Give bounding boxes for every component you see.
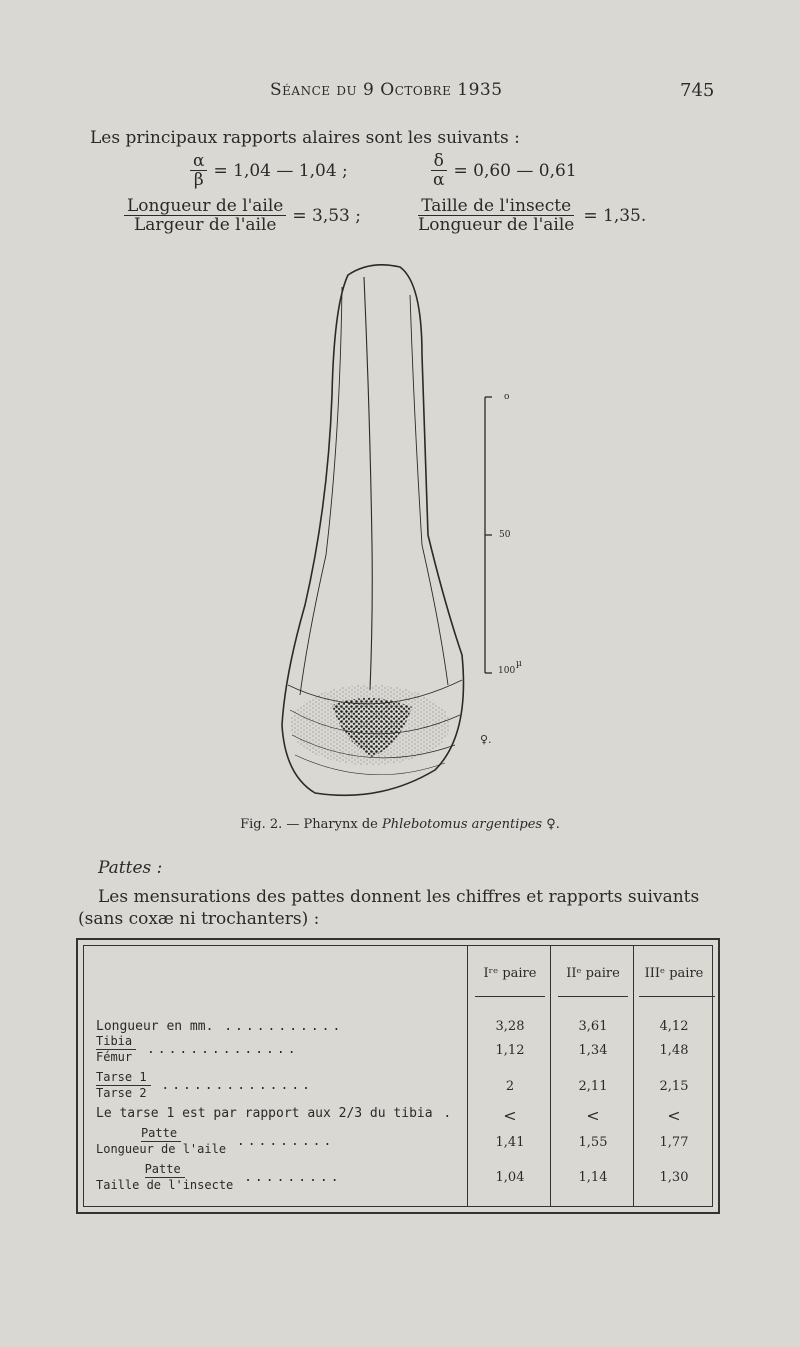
ratio-wing-length-width — [124, 197, 361, 234]
table-row-label: Longueur en mm. ........... — [96, 1019, 344, 1034]
denominator: β — [193, 170, 204, 190]
legs-intro: Les mensurations des pattes donnent les chiffres et rapports suivants (sans coxæ ni trochanters) : — [78, 887, 700, 929]
sex-mark: ♀. — [480, 733, 492, 746]
column-header-2: IIᵉ paire — [566, 966, 620, 981]
row-fraction — [96, 1126, 226, 1157]
table-cell: 2 — [505, 1079, 515, 1094]
scale-label-50: 50 — [499, 530, 511, 540]
row-numerator: Patte — [145, 1162, 185, 1178]
intro-text: Les principaux rapports alaires sont les suivants : — [90, 128, 520, 148]
running-header — [0, 80, 800, 108]
caption-suffix: ♀. — [542, 817, 560, 832]
fraction — [190, 152, 207, 189]
measurements-table — [76, 938, 720, 1214]
scale-unit: µ — [516, 659, 522, 669]
header-title: Séance du 9 Octobre 1935 — [270, 80, 503, 100]
fraction — [415, 197, 577, 234]
caption-species: Phlebotomus argentipes — [381, 817, 543, 832]
row-denominator: Taille de l'insecte — [96, 1178, 234, 1192]
denominator: Longueur de l'aile — [418, 215, 575, 235]
column-header-3: IIIᵉ paire — [644, 966, 704, 981]
scale-bar — [485, 397, 492, 673]
pharynx-figure — [240, 255, 540, 805]
numerator: δ — [431, 152, 447, 171]
table-cell: 3,28 — [495, 1019, 525, 1034]
caption-prefix: Fig. 2. — Pharynx de — [240, 817, 382, 832]
ratio-alpha-beta — [190, 152, 348, 189]
numerator: Longueur de l'aile — [124, 197, 286, 216]
denominator: Largeur de l'aile — [133, 215, 277, 235]
ratio-delta-alpha — [430, 152, 577, 189]
row-denominator: Fémur — [96, 1050, 133, 1064]
row-numerator: Tarse 1 — [96, 1070, 151, 1086]
fraction — [124, 197, 286, 234]
table-row-label: Le tarse 1 est par rapport aux 2/3 du tibia . — [96, 1106, 455, 1121]
header-rule — [558, 996, 628, 997]
column-header-1: Iʳᵉ paire — [483, 966, 537, 981]
row-label-text: Le tarse 1 est par rapport aux 2/3 du tibia — [96, 1106, 433, 1121]
table-cell: 1,41 — [495, 1135, 525, 1150]
table-cell: 1,30 — [659, 1170, 689, 1185]
table-cell: 1,34 — [578, 1043, 608, 1058]
row-fraction — [96, 1162, 233, 1193]
table-cell: 1,04 — [495, 1170, 525, 1185]
table-row-label: Patte Taille de l'insecte ......... — [96, 1162, 342, 1192]
table-cell: 1,77 — [659, 1135, 689, 1150]
page-number: 745 — [680, 80, 715, 101]
numerator: Taille de l'insecte — [418, 197, 574, 216]
table-cell: 2,15 — [659, 1079, 689, 1094]
header-rule — [475, 996, 545, 997]
row-denominator: Longueur de l'aile — [96, 1142, 227, 1156]
table-row-label: Patte Longueur de l'aile ......... — [96, 1126, 335, 1156]
fraction — [430, 152, 447, 189]
column-divider — [467, 946, 468, 1206]
table-cell: 1,12 — [495, 1043, 525, 1058]
table-cell: < — [503, 1106, 517, 1125]
row-fraction — [96, 1034, 136, 1065]
numerator: α — [190, 152, 207, 171]
scale-label-100: 100 — [498, 666, 516, 676]
ratio-size-wing — [415, 197, 646, 234]
row-numerator: Patte — [141, 1126, 181, 1142]
table-row-label: Tarse 1 Tarse 2 .............. — [96, 1070, 313, 1100]
denominator: α — [433, 170, 445, 190]
row-label-text: Longueur en mm. — [96, 1019, 214, 1034]
ratio-value: = 1,35. — [583, 205, 647, 226]
column-divider — [633, 946, 634, 1206]
column-divider — [550, 946, 551, 1206]
table-cell: 1,14 — [578, 1170, 608, 1185]
row-numerator: Tibia — [96, 1034, 136, 1050]
table-cell: 3,61 — [578, 1019, 608, 1034]
row-denominator: Tarse 2 — [96, 1086, 147, 1100]
table-cell: 4,12 — [659, 1019, 689, 1034]
ratio-value: = 1,04 — 1,04 ; — [213, 160, 348, 181]
ratio-value: = 0,60 — 0,61 — [453, 160, 577, 181]
table-inner-frame — [83, 945, 713, 1207]
section-title: Pattes : — [98, 858, 163, 878]
table-cell: 1,55 — [578, 1135, 608, 1150]
ratio-value: = 3,53 ; — [292, 205, 362, 226]
table-cell: 2,11 — [578, 1079, 608, 1094]
header-rule — [639, 996, 715, 997]
figure-caption — [0, 817, 800, 832]
table-cell: 1,48 — [659, 1043, 689, 1058]
row-fraction — [96, 1070, 151, 1101]
table-row-label: Tibia Fémur .............. — [96, 1034, 299, 1064]
table-cell: < — [586, 1106, 600, 1125]
table-cell: < — [667, 1106, 681, 1125]
scale-label-0: o — [504, 392, 510, 402]
